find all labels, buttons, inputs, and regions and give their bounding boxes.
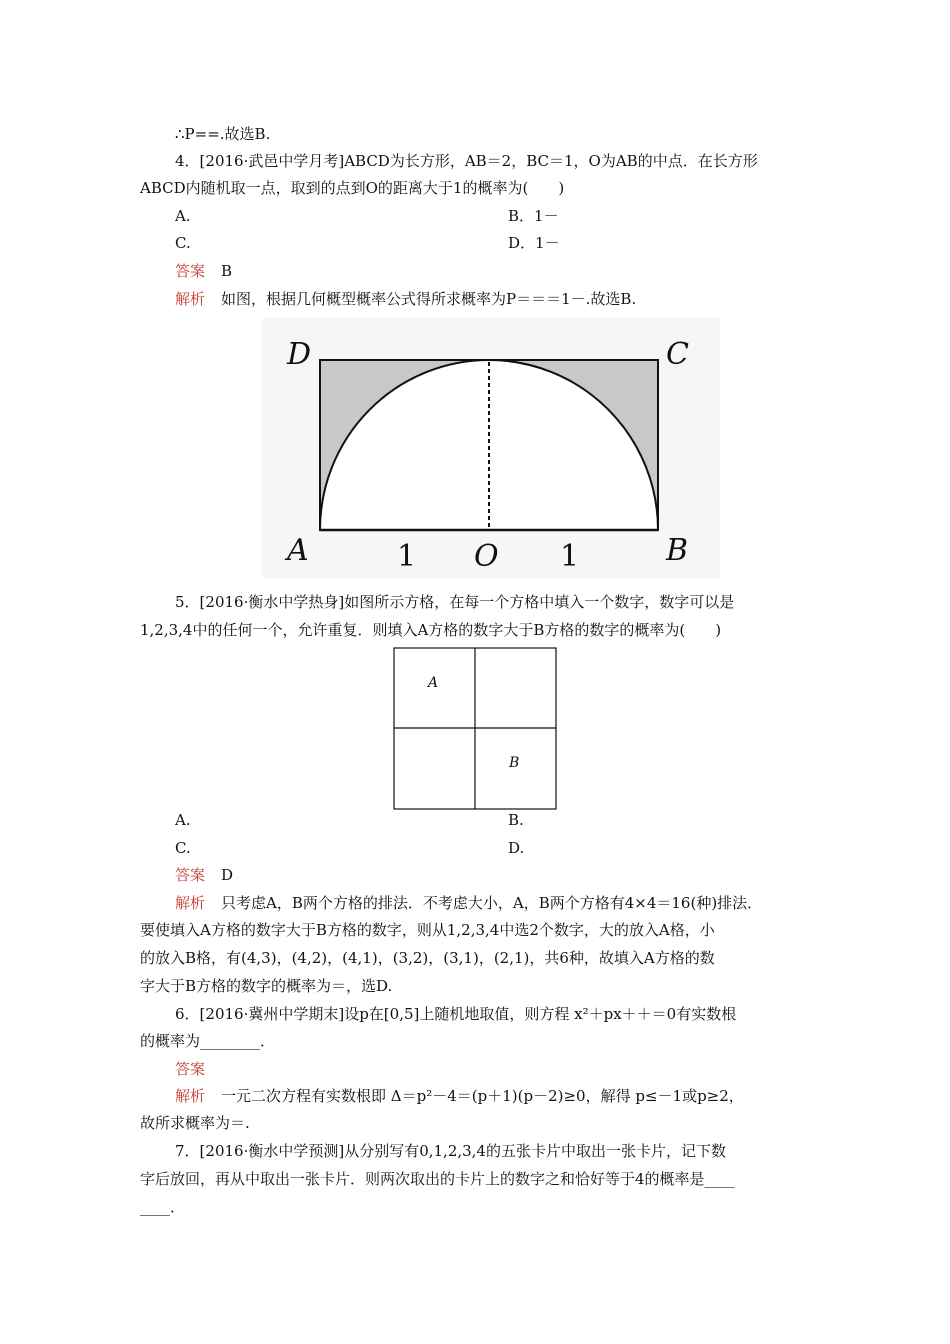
- q6-answer: [175, 1059, 205, 1079]
- answer-label: 答案: [175, 1060, 206, 1078]
- q4-explanation: [175, 289, 636, 309]
- center-o-label: O: [474, 539, 499, 574]
- explanation-text: 如图，根据几何概型概率公式得所求概率为P＝＝＝1－.故选B.: [221, 290, 637, 308]
- length-left-label: 1: [397, 539, 417, 574]
- q5-option-c: C.: [175, 839, 191, 857]
- q5-stem-line1: 5．[2016·衡水中学热身]如图所示方格，在每一个方格中填入一个数字，数字可以是: [175, 593, 735, 611]
- answer-label: 答案: [175, 262, 206, 280]
- q4-option-c: C.: [175, 234, 191, 252]
- answer-value: D: [221, 866, 234, 884]
- semicircle-figure: [262, 318, 720, 578]
- vertex-d-label: D: [287, 337, 312, 372]
- vertex-a-label: A: [287, 533, 309, 568]
- q7-stem-line2: 字后放回，再从中取出一张卡片．则两次取出的卡片上的数字之和恰好等于4的概率是____: [140, 1170, 735, 1188]
- q5-option-d: D.: [508, 839, 525, 857]
- q4-answer: [175, 261, 232, 281]
- cell-a-label: A: [428, 675, 439, 691]
- q7-stem-line3: ____．: [140, 1198, 186, 1216]
- vertex-c-label: C: [666, 337, 689, 372]
- explanation-text: 一元二次方程有实数根即 Δ＝p²－4＝(p＋1)(p－2)≥0，解得 p≤－1或p≥2，: [221, 1087, 744, 1105]
- q7-stem-line1: 7．[2016·衡水中学预测]从分别写有0,1,2,3,4的五张卡片中取出一张卡片，记下数: [175, 1142, 726, 1160]
- q5-answer: [175, 865, 233, 885]
- q5-option-a: A.: [175, 811, 191, 829]
- q6-explanation-line2: 故所求概率为＝.: [140, 1114, 250, 1132]
- answer-label: 答案: [175, 866, 206, 884]
- explanation-label: 解析: [175, 894, 206, 912]
- vertex-b-label: B: [666, 533, 689, 568]
- length-right-label: 1: [560, 539, 580, 574]
- q4-stem-line1: 4．[2016·武邑中学月考]ABCD为长方形，AB＝2，BC＝1，O为AB的中点．在长方形: [175, 152, 758, 170]
- q6-explanation-line1: [175, 1086, 744, 1106]
- cell-b-label: B: [509, 755, 520, 771]
- q5-explanation-line3: 的放入B格，有(4,3)，(4,2)，(4,1)，(3,2)，(3,1)，(2,1)，共6种，故填入A方格的数: [140, 949, 715, 967]
- q4-option-a: A.: [175, 207, 191, 225]
- q4-option-b: B．1－: [508, 207, 559, 225]
- q4-option-d: D．1－: [508, 234, 560, 252]
- answer-value: B: [221, 262, 233, 280]
- explanation-label: 解析: [175, 290, 206, 308]
- grid-figure: [393, 647, 559, 811]
- q5-explanation-line2: 要使填入A方格的数字大于B方格的数字，则从1,2,3,4中选2个数字，大的放入A格，小: [140, 921, 715, 939]
- q6-stem-line1: 6．[2016·冀州中学期末]设p在[0,5]上随机地取值，则方程 x²＋px＋＋＝0有实数根: [175, 1005, 737, 1023]
- prev-conclusion: ∴P==.故选B.: [175, 125, 271, 143]
- explanation-text: 只考虑A，B两个方格的排法．不考虑大小，A，B两个方格有4×4＝16(种)排法．: [221, 894, 763, 912]
- q4-stem-line2: ABCD内随机取一点，取到的点到O的距离大于1的概率为( ): [140, 179, 565, 197]
- q6-stem-line2: 的概率为________．: [140, 1032, 276, 1050]
- q5-option-b: B.: [508, 811, 524, 829]
- q5-explanation-line4: 字大于B方格的数字的概率为＝，选D.: [140, 977, 393, 995]
- q5-stem-line2: 1,2,3,4中的任何一个，允许重复．则填入A方格的数字大于B方格的数字的概率为( ): [140, 621, 722, 639]
- explanation-label: 解析: [175, 1087, 206, 1105]
- q5-explanation-line1: [175, 893, 762, 913]
